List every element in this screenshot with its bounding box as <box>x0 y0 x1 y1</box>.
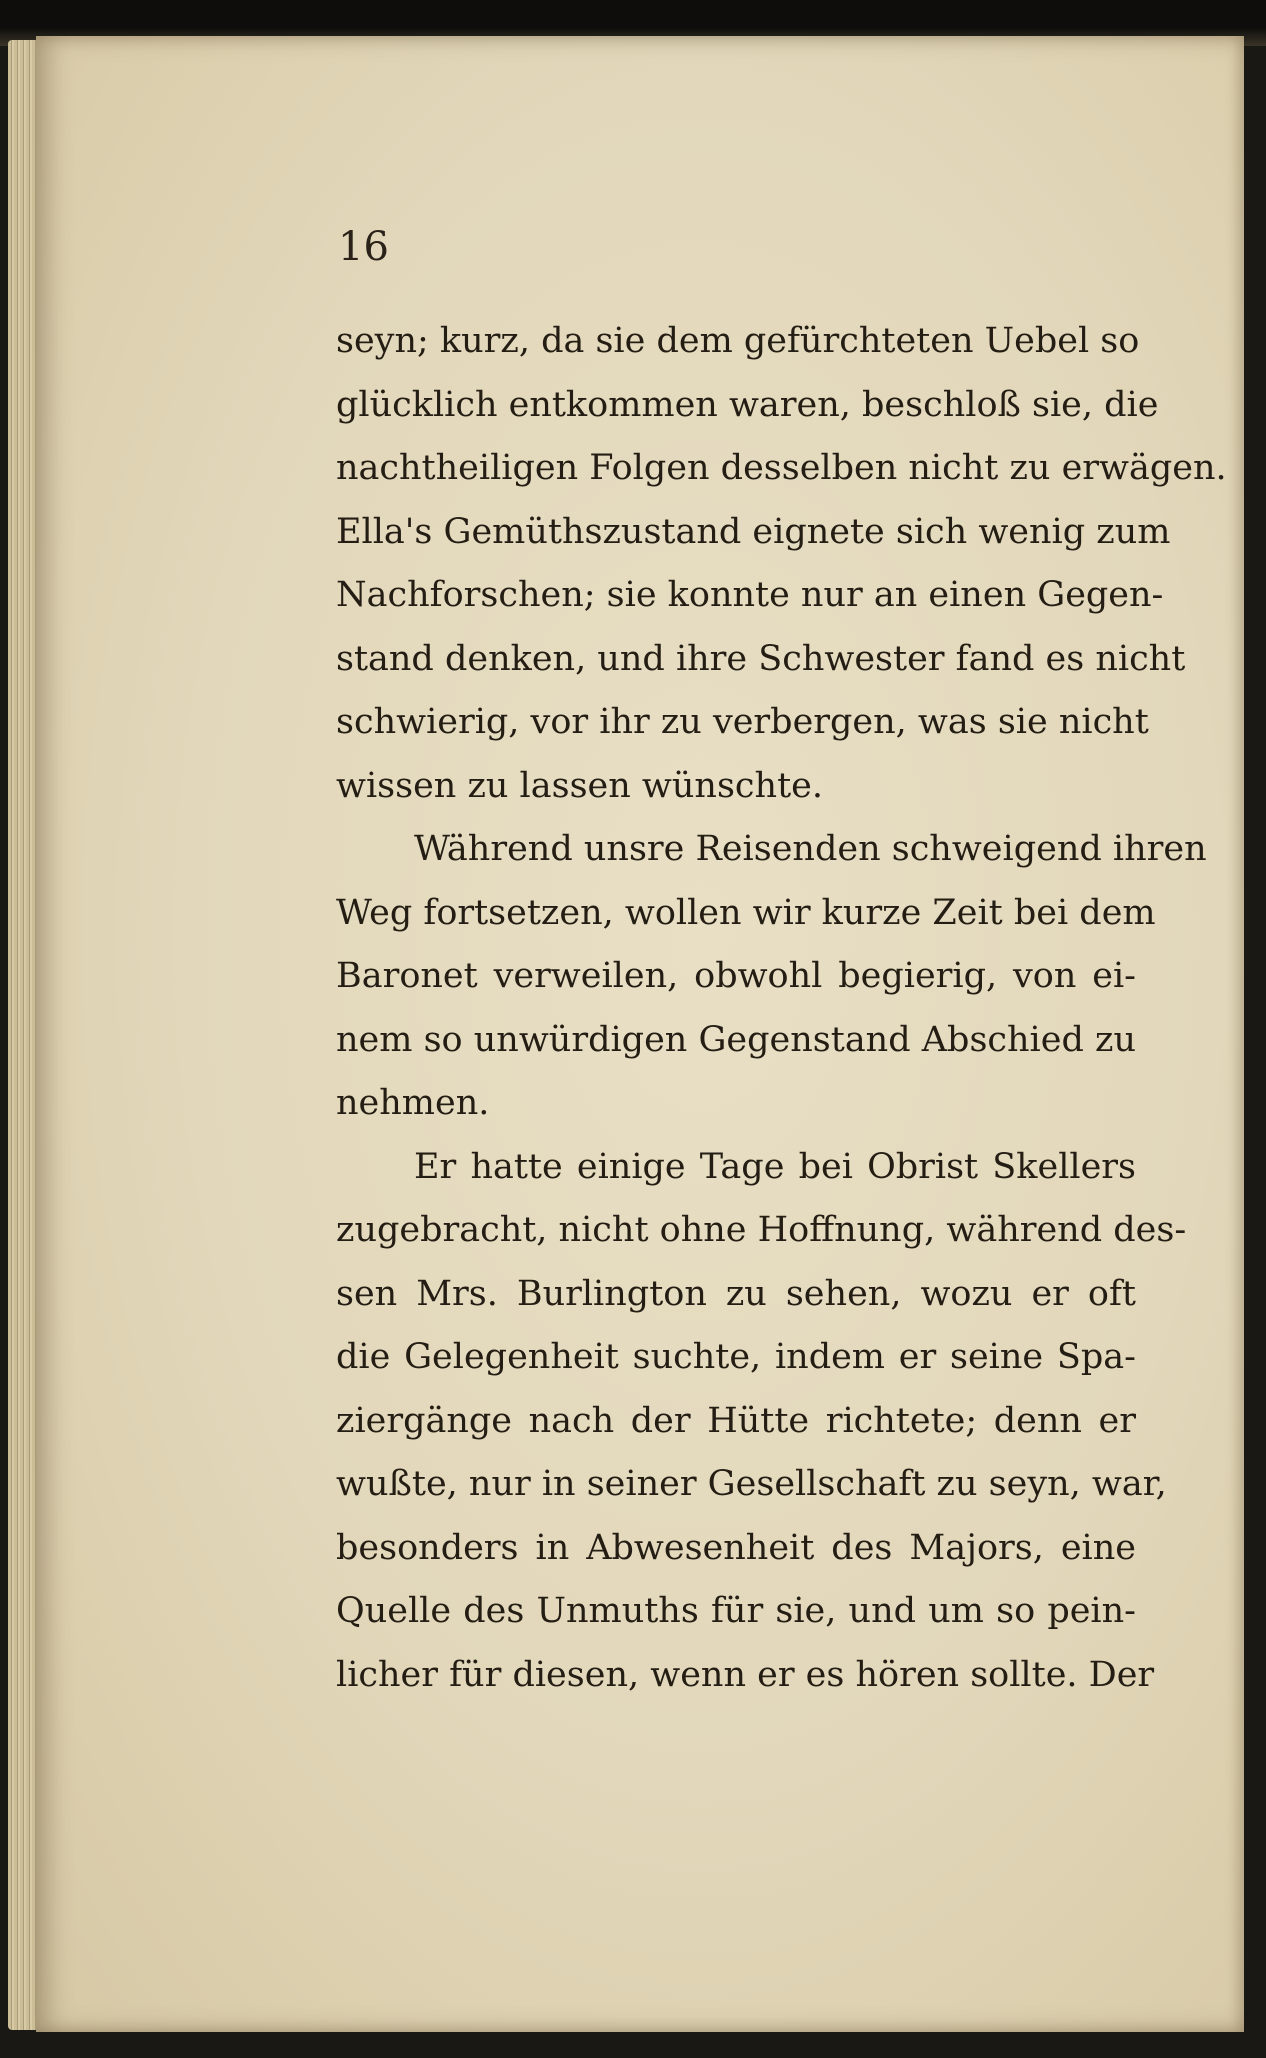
text-line: nehmen. <box>336 1083 490 1123</box>
body-text <box>336 310 1227 1707</box>
page-number: 16 <box>338 224 389 270</box>
text-line: zugebracht, nicht ohne Hoffnung, während des- <box>336 1210 1187 1250</box>
text-line: nachtheiligen Folgen desselben nicht zu erwägen. <box>336 448 1227 488</box>
text-line: wissen zu lassen wünschte. <box>336 765 823 806</box>
text-line: Ella's Gemüthszustand eignete sich wenig zum <box>336 511 1171 552</box>
text-line: Nachforschen; sie konnte nur an einen Gegen- <box>336 575 1164 615</box>
text-line: Während unsre Reisenden schweigend ihren <box>414 829 1207 869</box>
text-line: licher für diesen, wenn er es hören sollte. Der <box>336 1654 1155 1695</box>
text-line: besonders in Abwesenheit des Majors, eine <box>336 1527 1136 1568</box>
text-line: ziergänge nach der Hütte richtete; denn er <box>336 1400 1136 1441</box>
text-line: schwierig, vor ihr zu verbergen, was sie nicht <box>336 702 1149 742</box>
text-line: wußte, nur in seiner Gesellschaft zu seyn, war, <box>336 1464 1167 1504</box>
text-line: Baronet verweilen, obwohl begierig, von ei- <box>336 956 1136 996</box>
text-line: Weg fortsetzen, wollen wir kurze Zeit bei dem <box>336 892 1156 933</box>
text-line: Er hatte einige Tage bei Obrist Skellers <box>414 1146 1136 1187</box>
text-line: Quelle des Unmuths für sie, und um so pein- <box>336 1591 1136 1631</box>
text-line: nem so unwürdigen Gegenstand Abschied zu <box>336 1019 1136 1060</box>
text-line: glücklich entkommen waren, beschloß sie, die <box>336 384 1159 425</box>
text-line: stand denken, und ihre Schwester fand es nicht <box>336 638 1186 679</box>
text-line: seyn; kurz, da sie dem gefürchteten Uebel so <box>336 321 1140 361</box>
text-line: die Gelegenheit suchte, indem er seine Spa- <box>336 1337 1136 1377</box>
text-line: sen Mrs. Burlington zu sehen, wozu er oft <box>336 1273 1136 1314</box>
